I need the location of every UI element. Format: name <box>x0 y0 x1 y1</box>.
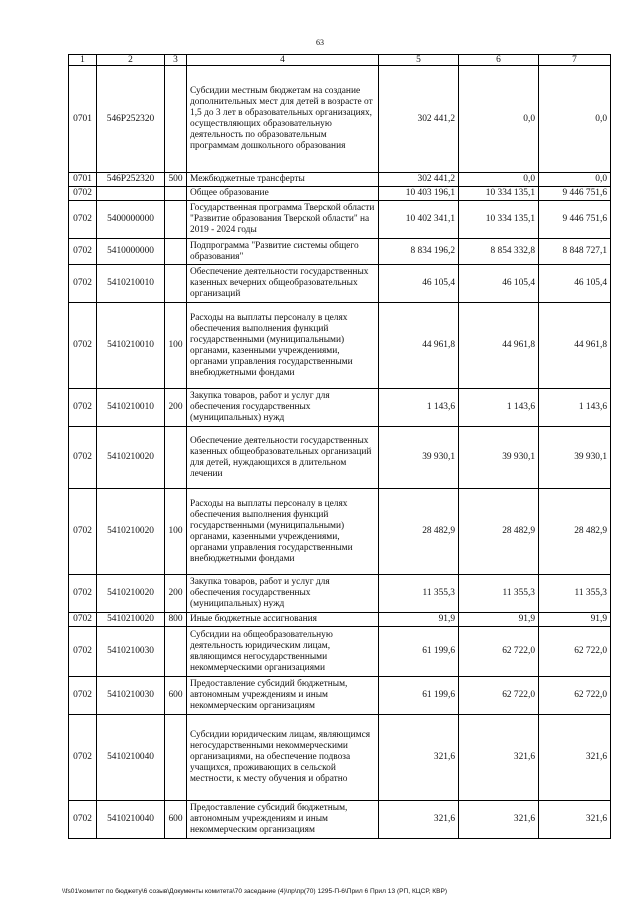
header-cell-section: 1 <box>69 55 97 66</box>
cell-article: 5410210030 <box>97 627 165 677</box>
cell-value-1: 10 403 196,1 <box>379 187 459 201</box>
cell-value-1: 91,9 <box>379 613 459 627</box>
cell-article: 5410210040 <box>97 715 165 801</box>
cell-section: 0702 <box>69 303 97 389</box>
cell-vid: 100 <box>165 489 187 575</box>
table-row <box>69 201 611 239</box>
cell-name: Расходы на выплаты персоналу в целях обеспечения выполнения функций государственными (муниципальными) органами, казенными учреждениями, органами управления государственными внебюджетными фондами <box>187 303 379 389</box>
header-cell-value-2: 6 <box>459 55 539 66</box>
cell-vid <box>165 715 187 801</box>
cell-section: 0702 <box>69 187 97 201</box>
cell-value-2: 0,0 <box>459 173 539 187</box>
cell-vid: 600 <box>165 801 187 839</box>
cell-value-2: 321,6 <box>459 715 539 801</box>
header-cell-vid: 3 <box>165 55 187 66</box>
cell-name: Расходы на выплаты персоналу в целях обеспечения выполнения функций государственными (муниципальными) органами, казенными учреждениями, органами управления государственными внебюджетными фондами <box>187 489 379 575</box>
cell-value-3: 8 848 727,1 <box>539 239 611 265</box>
cell-value-3: 46 105,4 <box>539 265 611 303</box>
table-row <box>69 677 611 715</box>
cell-section: 0702 <box>69 427 97 489</box>
cell-name: Обеспечение деятельности государственных казенных вечерних общеобразовательных организаций <box>187 265 379 303</box>
table-row <box>69 427 611 489</box>
cell-value-3: 28 482,9 <box>539 489 611 575</box>
cell-name: Межбюджетные трансферты <box>187 173 379 187</box>
cell-article: 5410210030 <box>97 677 165 715</box>
budget-table <box>68 54 611 839</box>
cell-value-3: 11 355,3 <box>539 575 611 613</box>
table-row <box>69 303 611 389</box>
cell-value-2: 1 143,6 <box>459 389 539 427</box>
cell-value-3: 9 446 751,6 <box>539 187 611 201</box>
cell-value-2: 44 961,8 <box>459 303 539 389</box>
cell-value-2: 321,6 <box>459 801 539 839</box>
cell-value-2: 8 854 332,8 <box>459 239 539 265</box>
cell-name: Иные бюджетные ассигнования <box>187 613 379 627</box>
cell-article <box>97 187 165 201</box>
cell-section: 0702 <box>69 801 97 839</box>
cell-vid: 200 <box>165 575 187 613</box>
table-row <box>69 613 611 627</box>
cell-article: 5410000000 <box>97 239 165 265</box>
header-cell-name: 4 <box>187 55 379 66</box>
cell-section: 0702 <box>69 239 97 265</box>
page-number: 63 <box>316 38 324 47</box>
cell-article: 5400000000 <box>97 201 165 239</box>
cell-value-1: 11 355,3 <box>379 575 459 613</box>
cell-section: 0701 <box>69 66 97 173</box>
cell-value-1: 302 441,2 <box>379 173 459 187</box>
cell-value-3: 62 722,0 <box>539 677 611 715</box>
header-cell-value-1: 5 <box>379 55 459 66</box>
cell-name: Обеспечение деятельности государственных казенных общеобразовательных организаций для детей, нуждающихся в длительном лечении <box>187 427 379 489</box>
cell-value-3: 321,6 <box>539 801 611 839</box>
cell-vid: 500 <box>165 173 187 187</box>
table-row <box>69 627 611 677</box>
cell-vid <box>165 201 187 239</box>
table-row <box>69 187 611 201</box>
cell-vid <box>165 239 187 265</box>
cell-article: 5410210010 <box>97 265 165 303</box>
cell-name: Закупка товаров, работ и услуг для обеспечения государственных (муниципальных) нужд <box>187 389 379 427</box>
cell-value-2: 62 722,0 <box>459 627 539 677</box>
cell-value-1: 61 199,6 <box>379 677 459 715</box>
cell-value-2: 91,9 <box>459 613 539 627</box>
cell-vid <box>165 187 187 201</box>
table-row <box>69 489 611 575</box>
cell-value-1: 302 441,2 <box>379 66 459 173</box>
table-row <box>69 389 611 427</box>
table-row <box>69 265 611 303</box>
cell-value-2: 11 355,3 <box>459 575 539 613</box>
cell-article: 5410210010 <box>97 303 165 389</box>
cell-article: 5410210040 <box>97 801 165 839</box>
cell-value-1: 1 143,6 <box>379 389 459 427</box>
footer-file-path: \\fs01\комитет по бюджету\6 созыв\Документы комитета\70 заседание (4)\пр\пр(70) 1295-П-6\Прил 6 Прил 13 (РП, КЦСР, КВР) <box>62 888 448 895</box>
table-row <box>69 715 611 801</box>
cell-section: 0701 <box>69 173 97 187</box>
cell-value-3: 1 143,6 <box>539 389 611 427</box>
cell-value-1: 39 930,1 <box>379 427 459 489</box>
cell-value-1: 44 961,8 <box>379 303 459 389</box>
cell-value-3: 62 722,0 <box>539 627 611 677</box>
cell-value-1: 28 482,9 <box>379 489 459 575</box>
header-cell-value-3: 7 <box>539 55 611 66</box>
table-row <box>69 66 611 173</box>
cell-value-3: 0,0 <box>539 66 611 173</box>
cell-value-2: 62 722,0 <box>459 677 539 715</box>
cell-value-2: 10 334 135,1 <box>459 187 539 201</box>
cell-section: 0702 <box>69 389 97 427</box>
cell-section: 0702 <box>69 489 97 575</box>
cell-value-2: 46 105,4 <box>459 265 539 303</box>
cell-vid <box>165 427 187 489</box>
cell-value-1: 321,6 <box>379 801 459 839</box>
cell-section: 0702 <box>69 677 97 715</box>
cell-article: 5410210020 <box>97 575 165 613</box>
cell-value-1: 46 105,4 <box>379 265 459 303</box>
header-cell-article: 2 <box>97 55 165 66</box>
cell-vid: 600 <box>165 677 187 715</box>
table-row <box>69 801 611 839</box>
cell-value-3: 9 446 751,6 <box>539 201 611 239</box>
cell-vid: 200 <box>165 389 187 427</box>
cell-vid: 100 <box>165 303 187 389</box>
cell-section: 0702 <box>69 715 97 801</box>
cell-section: 0702 <box>69 613 97 627</box>
table-row <box>69 575 611 613</box>
cell-article: 5410210020 <box>97 489 165 575</box>
cell-value-1: 8 834 196,2 <box>379 239 459 265</box>
header-row <box>69 55 611 66</box>
cell-section: 0702 <box>69 575 97 613</box>
cell-value-3: 39 930,1 <box>539 427 611 489</box>
cell-value-3: 0,0 <box>539 173 611 187</box>
cell-article: 5410210020 <box>97 427 165 489</box>
cell-article: 5410210020 <box>97 613 165 627</box>
cell-name: Закупка товаров, работ и услуг для обеспечения государственных (муниципальных) нужд <box>187 575 379 613</box>
cell-article: 5410210010 <box>97 389 165 427</box>
table-body <box>69 55 611 839</box>
cell-section: 0702 <box>69 265 97 303</box>
cell-vid <box>165 627 187 677</box>
cell-vid: 800 <box>165 613 187 627</box>
cell-name: Предоставление субсидий бюджетным, автономным учреждениям и иным некоммерческим организациям <box>187 677 379 715</box>
cell-name: Государственная программа Тверской области "Развитие образования Тверской области" на 2019 - 2024 годы <box>187 201 379 239</box>
table-row <box>69 239 611 265</box>
cell-vid <box>165 66 187 173</box>
cell-article: 546P252320 <box>97 173 165 187</box>
cell-value-3: 321,6 <box>539 715 611 801</box>
cell-value-1: 61 199,6 <box>379 627 459 677</box>
cell-value-1: 321,6 <box>379 715 459 801</box>
cell-name: Субсидии на общеобразовательную деятельность юридическим лицам, являющимся негосударственными некоммерческими организациями <box>187 627 379 677</box>
cell-value-2: 0,0 <box>459 66 539 173</box>
cell-value-2: 39 930,1 <box>459 427 539 489</box>
cell-value-2: 10 334 135,1 <box>459 201 539 239</box>
cell-name: Субсидии юридическим лицам, являющимся негосударственными некоммерческими организациями, на обеспечение подвоза учащихся, проживающих в сельской местности, к месту обучения и обратно <box>187 715 379 801</box>
cell-value-1: 10 402 341,1 <box>379 201 459 239</box>
cell-section: 0702 <box>69 627 97 677</box>
cell-name: Общее образование <box>187 187 379 201</box>
cell-name: Субсидии местным бюджетам на создание дополнительных мест для детей в возрасте от 1,5 до 3 лет в образовательных организациях, осуществляющих образовательную деятельность по образовательным программам дошкольного образования <box>187 66 379 173</box>
table-row <box>69 173 611 187</box>
cell-value-3: 44 961,8 <box>539 303 611 389</box>
cell-name: Предоставление субсидий бюджетным, автономным учреждениям и иным некоммерческим организациям <box>187 801 379 839</box>
cell-vid <box>165 265 187 303</box>
cell-value-3: 91,9 <box>539 613 611 627</box>
cell-name: Подпрограмма "Развитие системы общего образования" <box>187 239 379 265</box>
cell-value-2: 28 482,9 <box>459 489 539 575</box>
cell-section: 0702 <box>69 201 97 239</box>
cell-article: 546P252320 <box>97 66 165 173</box>
